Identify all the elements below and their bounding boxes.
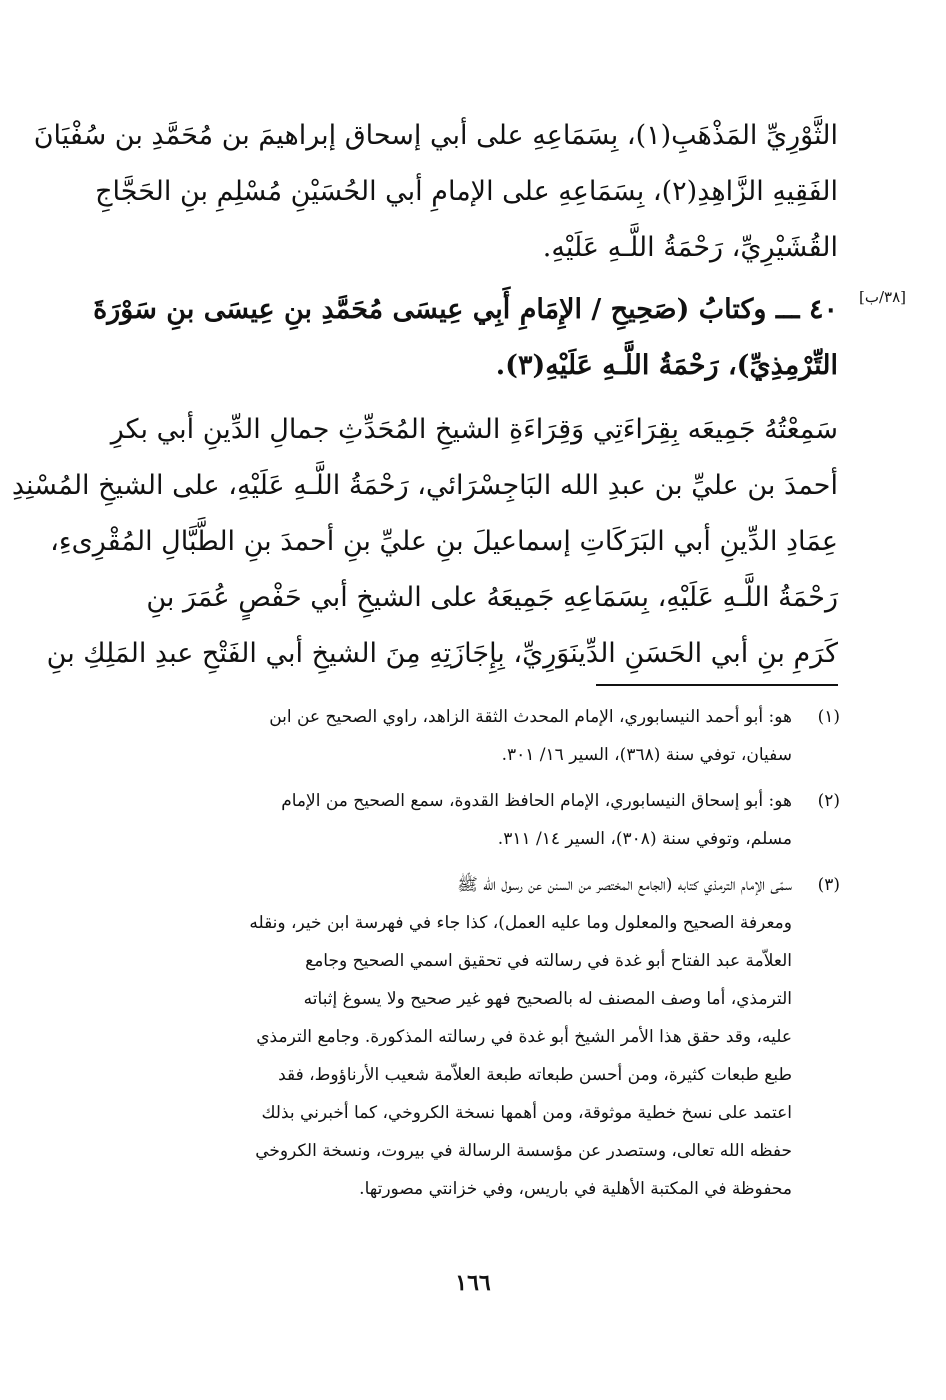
text-line: القُشَيْرِيِّ، رَحْمَةُ اللَّـهِ عَلَيْهِ.	[542, 232, 838, 263]
footnote-line: الترمذي، أما وصف المصنف له بالصحيح فهو غير صحيح ولا يسوغ إثباته	[303, 989, 792, 1009]
text-line: كَرَمِ بنِ أبي الحَسَنِ الدِّينَوَرِيِّ، بِإِجَازَتِهِ مِنَ الشيخِ أبي الفَتْحِ عبدِ المَلِكِ بنِ	[46, 638, 838, 669]
footnote-3	[100, 866, 840, 1208]
footnote-line: هو: أبو إسحاق النيسابوري، الإمام الحافظ القدوة، سمع الصحيح من الإمام	[281, 791, 792, 811]
paragraph-2	[11, 402, 838, 682]
footnote-number: (٣)	[817, 875, 840, 895]
text-line: ٤٠ ـــ وكتابُ (صَحِيحِ / الإِمَامِ أَبِي عِيسَى مُحَمَّدِ بنِ عِيسَى بنِ سَوْرَةَ	[93, 294, 838, 325]
footnote-2	[100, 782, 840, 858]
footnote-line: سفيان، توفي سنة (٣٦٨)، السير ١٦/ ٣٠١.	[501, 745, 792, 765]
footnote-line: ومعرفة الصحيح والمعلول وما عليه العمل)، كذا جاء في فهرسة ابن خير، ونقله	[249, 913, 792, 933]
text-line: عِمَادِ الدِّينِ أبي البَرَكَاتِ إسماعيلَ بنِ عليِّ بنِ أحمدَ بنِ الطَّبَّالِ المُقْرِىءِ،	[50, 526, 838, 557]
footnote-number: (٢)	[817, 791, 840, 811]
footnote-line: سمّى الإمام الترمذي كتابه (الجامع المختصر من السنن عن رسول الله ﷺ	[457, 875, 792, 895]
footnote-line: هو: أبو أحمد النيسابوري، الإمام المحدث الثقة الزاهد، راوي الصحيح عن ابن	[269, 707, 792, 727]
item-40-heading	[93, 282, 838, 394]
footnote-line: اعتمد على نسخ خطية موثوقة، ومن أهمها نسخة الكروخي، كما أخبرني بذلك	[261, 1103, 792, 1123]
text-line: الفَقِيهِ الزَّاهِدِ(٢)، بِسَمَاعِهِ على الإمامِ أبي الحُسَيْنِ مُسْلِمِ بنِ الحَجَّاجِ	[95, 176, 838, 207]
text-line: التِّرْمِذِيِّ)، رَحْمَةُ اللَّـهِ عَلَيْهِ(٣).	[495, 350, 838, 381]
text-line: أحمدَ بن عليِّ بن عبدِ الله البَاجِسْرَائي، رَحْمَةُ اللَّـهِ عَلَيْهِ، على الشيخِ المُسْنِدِ	[11, 470, 838, 501]
footnote-separator	[596, 684, 838, 686]
footnote-line: العلاّمة عبد الفتاح أبو غدة في رسالته في تحقيق اسمي الصحيح وجامع	[305, 951, 792, 971]
page-number: ١٦٦	[455, 1270, 491, 1296]
paragraph-1	[33, 108, 838, 276]
text-line: الثَّوْرِيِّ المَذْهَبِ(١)، بِسَمَاعِهِ على أبي إسحاق إبراهيمَ بن مُحَمَّدِ بن سُفْيَانَ	[33, 120, 838, 151]
margin-folio-reference: [٣٨/ب]	[858, 288, 906, 306]
footnote-line: حفظه الله تعالى، وستصدر عن مؤسسة الرسالة في بيروت، ونسخة الكروخي	[255, 1141, 792, 1161]
footnote-line: عليه، وقد حقق هذا الأمر الشيخ أبو غدة في رسالته المذكورة. وجامع الترمذي	[256, 1027, 792, 1047]
footnote-line: طبع طبعات كثيرة، ومن أحسن طبعاته طبعة العلاّمة شعيب الأرناؤوط، فقد	[278, 1065, 792, 1085]
footnote-line: مسلم، وتوفي سنة (٣٠٨)، السير ١٤/ ٣١١.	[497, 829, 792, 849]
text-line: رَحْمَةُ اللَّـهِ عَلَيْهِ، بِسَمَاعِهِ جَمِيعَهُ على الشيخِ أبي حَفْصٍ عُمَرَ بنِ	[146, 582, 838, 613]
footnote-1	[100, 698, 840, 774]
text-line: سَمِعْتُهُ جَمِيعَه بِقِرَاءَتِي وَقِرَاءَةِ الشيخِ المُحَدِّثِ جمالِ الدِّينِ أبي بكرِ	[110, 414, 838, 445]
footnote-line: محفوظة في المكتبة الأهلية في باريس، وفي خزانتي مصورتها.	[359, 1179, 792, 1199]
footnote-number: (١)	[817, 707, 840, 727]
